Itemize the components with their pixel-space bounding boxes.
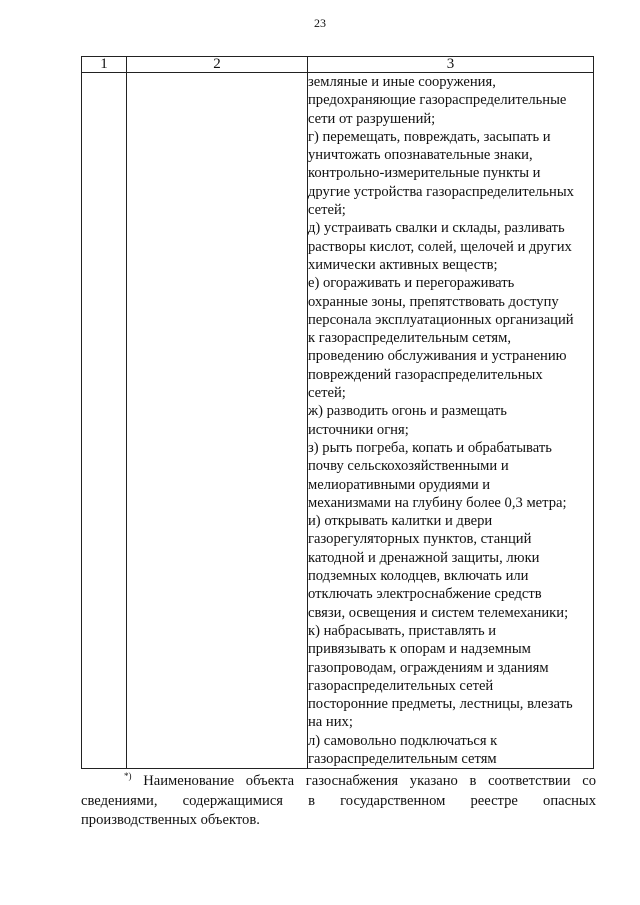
text-line: земляные и иные сооружения, <box>308 74 496 90</box>
requirements-table <box>81 56 594 769</box>
text-line: газораспределительным сетям <box>308 750 497 767</box>
text-line: з) рыть погреба, копать и обрабатывать <box>308 439 552 456</box>
text-line: другие устройства газораспределительных <box>308 183 574 200</box>
text-line: повреждений газораспределительных <box>308 366 543 383</box>
table-header-row <box>82 57 594 73</box>
text-line: проведению обслуживания и устранению <box>308 348 567 365</box>
table-row <box>82 73 594 769</box>
text-line: персонала эксплуатационных организаций <box>308 311 574 328</box>
text-line: газораспределительных сетей <box>308 677 494 694</box>
text-line: связи, освещения и систем телемеханики; <box>308 604 569 621</box>
text-line: и) открывать калитки и двери <box>308 513 493 530</box>
text-line: газорегуляторных пунктов, станций <box>308 531 532 548</box>
text-line: г) перемещать, повреждать, засыпать и <box>308 128 551 145</box>
text-line: предохраняющие газораспределительные <box>308 92 567 109</box>
text-line: катодной и дренажной защиты, люки <box>308 549 540 566</box>
text-line: ж) разводить огонь и размещать <box>308 403 507 420</box>
text-line: на них; <box>308 714 353 731</box>
text-line: л) самовольно подключаться к <box>308 732 498 749</box>
page-number: 23 <box>314 16 326 30</box>
text-line: сети от разрушений; <box>308 110 436 127</box>
column-3-cell <box>308 73 594 769</box>
text-line: посторонние предметы, лестницы, влезать <box>308 696 573 713</box>
text-line: механизмами на глубину более 0,3 метра; <box>308 494 567 511</box>
text-line: источники огня; <box>308 421 409 438</box>
column-1-header: 1 <box>82 57 127 73</box>
text-line: растворы кислот, солей, щелочей и других <box>308 238 572 255</box>
footnote-marker: *) <box>124 771 132 781</box>
column-1-cell <box>82 73 127 769</box>
text-line: подземных колодцев, включать или <box>308 568 529 585</box>
footnote-text: Наименование объекта газоснабжения указано в соответствии со сведениями, содержащимися в государственном реестре опасных производственных объектов. <box>81 773 596 828</box>
text-line: привязывать к опорам и надземным <box>308 641 531 658</box>
text-line: отключать электроснабжение средств <box>308 586 542 603</box>
text-line: охранные зоны, препятствовать доступу <box>308 293 559 310</box>
text-line: почву сельскохозяйственными и <box>308 458 509 475</box>
text-line: уничтожать опознавательные знаки, <box>308 147 533 164</box>
text-line: е) огораживать и перегораживать <box>308 275 515 292</box>
text-line: мелиоративными орудиями и <box>308 476 491 493</box>
text-line: сетей; <box>308 385 346 402</box>
column-2-header: 2 <box>127 57 308 73</box>
column-3-header: 3 <box>308 57 594 73</box>
text-line: сетей; <box>308 202 346 219</box>
text-line: д) устраивать свалки и склады, разливать <box>308 220 565 237</box>
text-line: газопроводам, ограждениям и зданиям <box>308 659 549 676</box>
text-line: к) набрасывать, приставлять и <box>308 622 497 639</box>
column-2-cell <box>127 73 308 769</box>
text-line: контрольно-измерительные пункты и <box>308 165 541 182</box>
footnote <box>81 772 596 831</box>
text-line: химически активных веществ; <box>308 256 498 273</box>
text-line: к газораспределительным сетям, <box>308 330 512 347</box>
